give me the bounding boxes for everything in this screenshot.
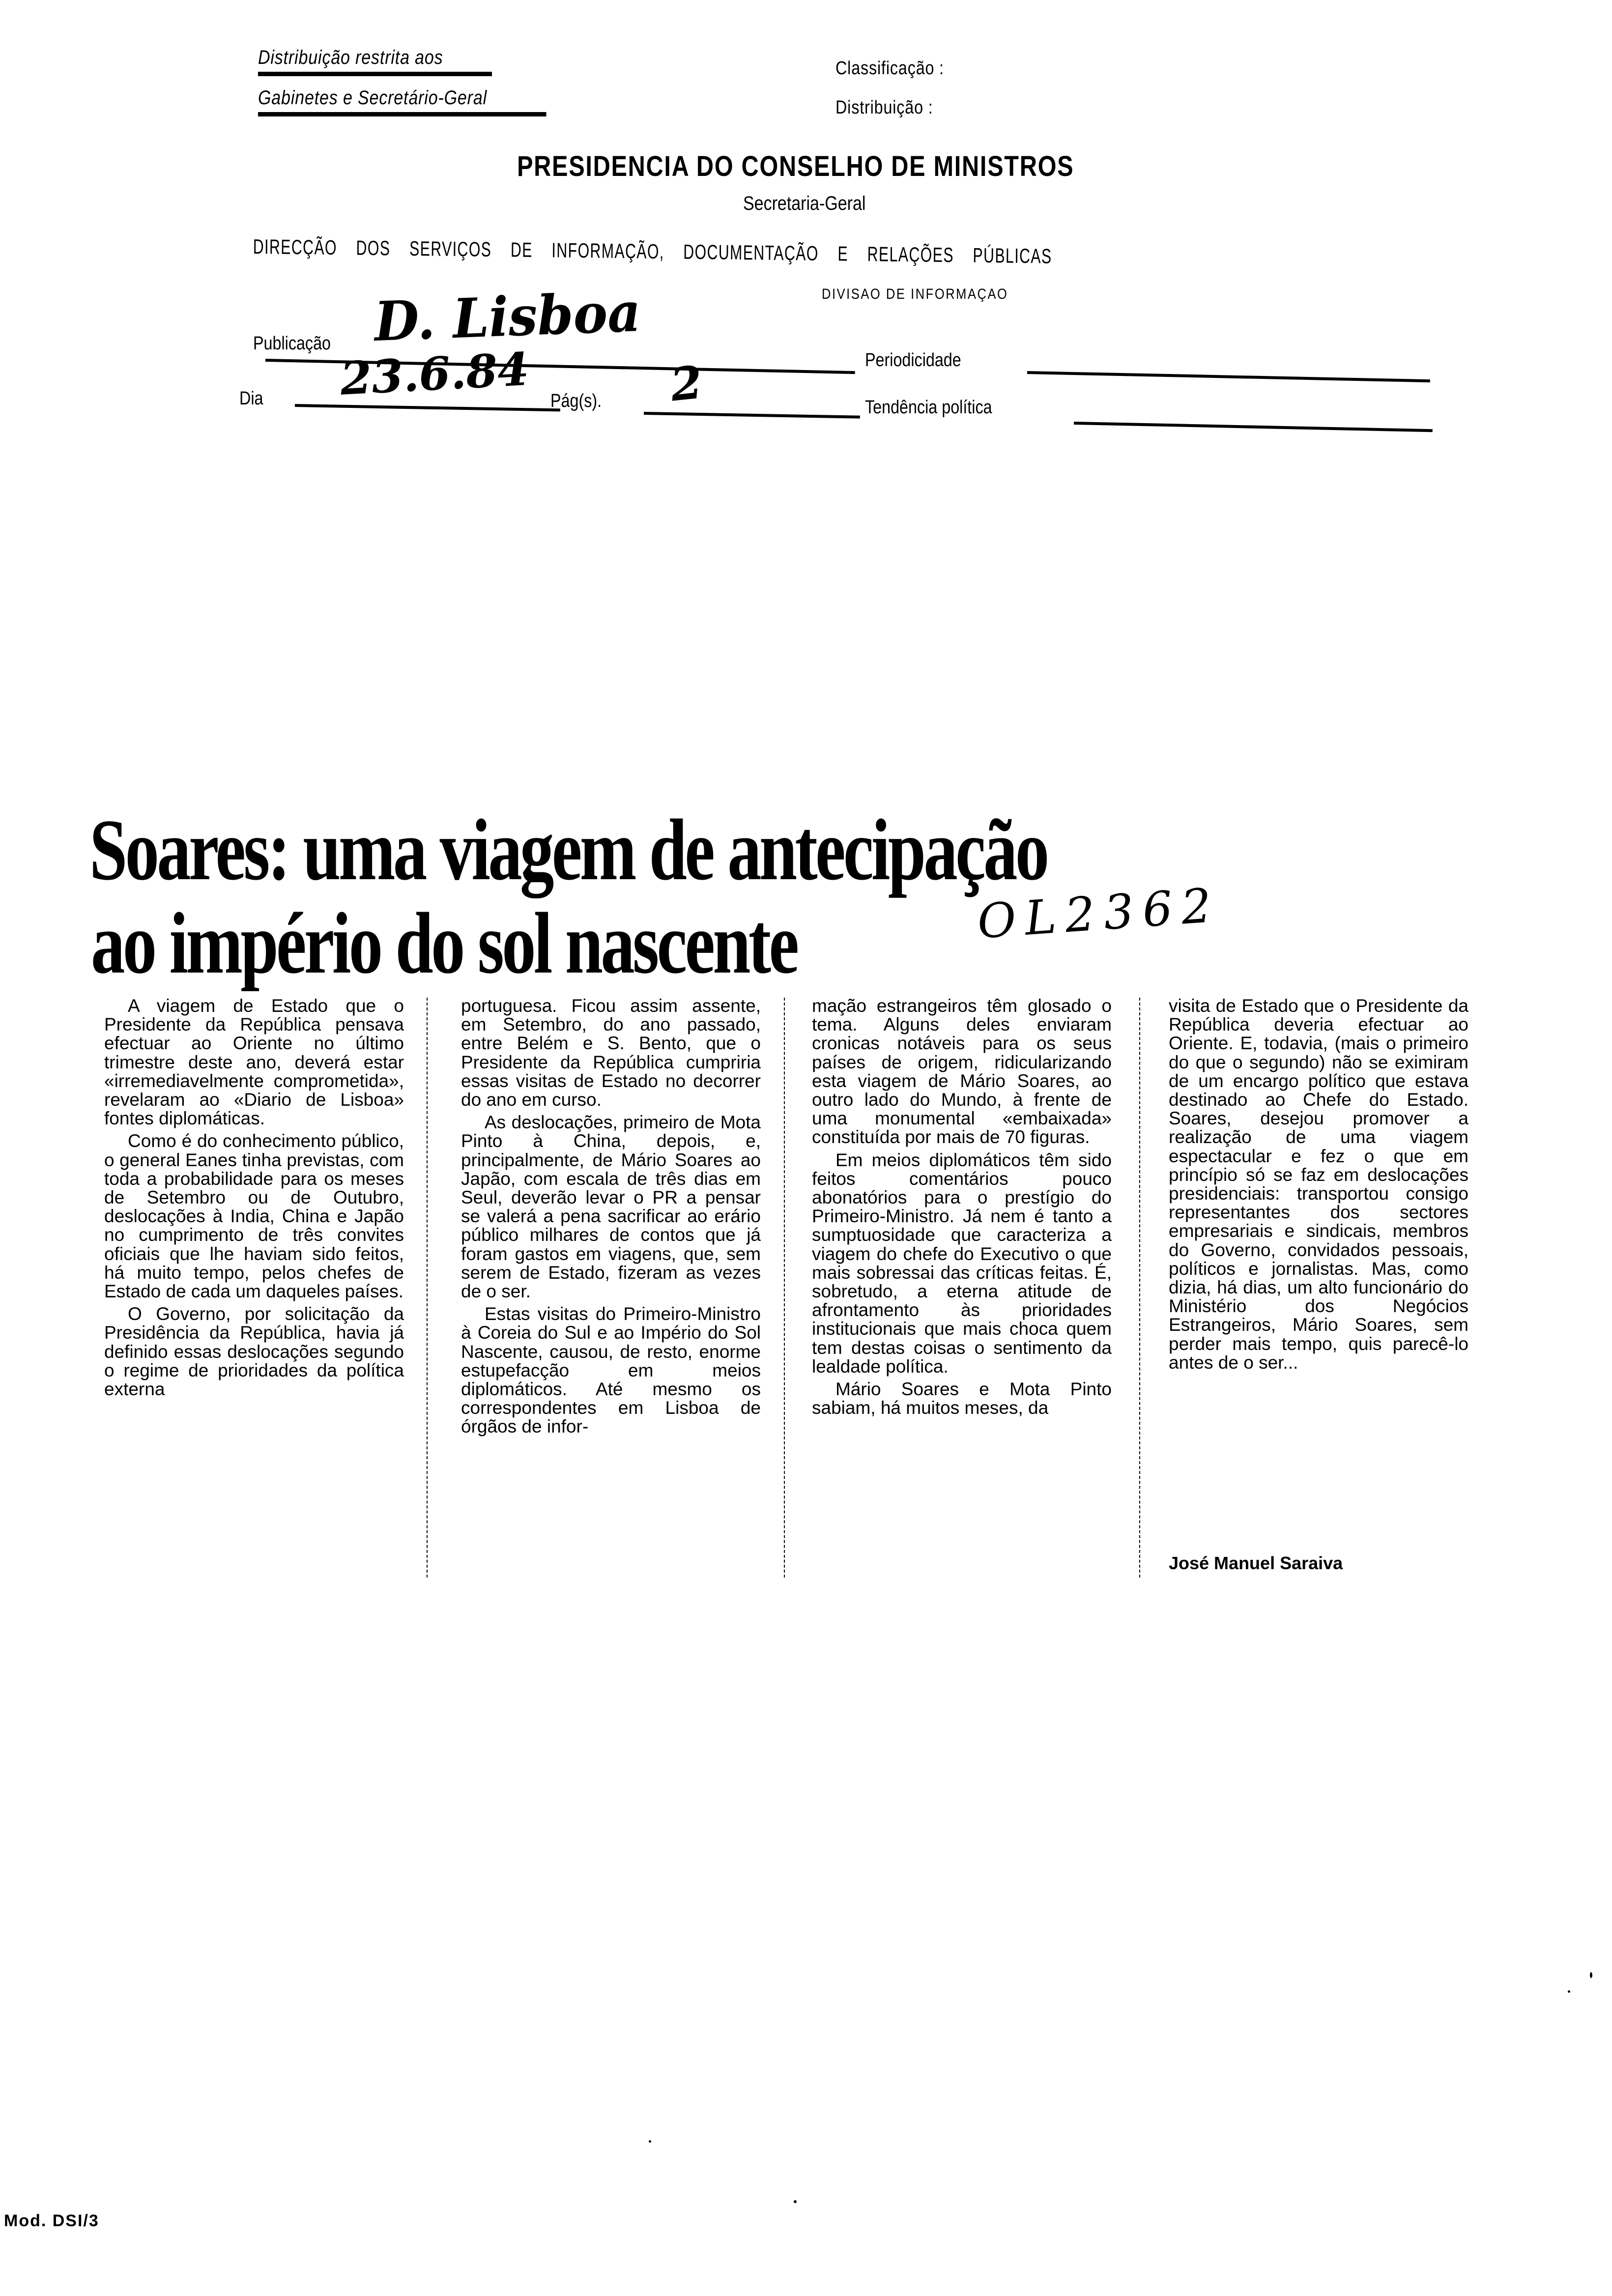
publicacao-value[interactable]: D. Lisboa xyxy=(373,280,642,353)
paragraph: O Governo, por solicitação da Presidência da República, havia já definido essas deslocações segundo o regime de prioridades da política externa xyxy=(104,1304,404,1400)
byline: José Manuel Saraiva xyxy=(1169,1553,1343,1573)
institution-title: PRESIDENCIA DO CONSELHO DE MINISTROS xyxy=(517,150,1074,182)
column-rule-3 xyxy=(1139,998,1140,1578)
pags-value[interactable]: 2 xyxy=(668,355,705,412)
restricted-distribution-stamp xyxy=(258,47,597,116)
article-column-2 xyxy=(461,997,761,1440)
tendencia-field[interactable] xyxy=(1074,422,1433,432)
paragraph: portuguesa. Ficou assim assente, em Setembro, do ano passado, entre Belém e S. Bento, que o Presidente da República cumpriria essas visitas de Estado no decorrer do ano em curso. xyxy=(461,996,761,1110)
archive-code-handwritten: OL2362 xyxy=(976,877,1222,949)
pags-line xyxy=(644,412,860,419)
restricted-line-2: Gabinetes e Secretário-Geral xyxy=(258,87,547,116)
paragraph: Em meios diplomáticos têm sido feitos comentários pouco abonatórios para o prestígio do Primeiro-Ministro. Já nem é tanto a sumptuosidade que caracteriza a viagem do chefe do Executivo o que mais sobressai das críticas feitas. É, sobretudo, a eterna atitude de afrontamento às prioridades institucionais que mais choca quem tem destas coisas o sentimento da lealdade política. xyxy=(812,1149,1112,1377)
restricted-line-1: Distribuição restrita aos xyxy=(258,47,492,76)
periodicidade-label: Periodicidade xyxy=(865,350,961,371)
form-code: Mod. DSI/3 xyxy=(4,2211,99,2230)
secretariat-title: Secretaria-Geral xyxy=(743,193,866,214)
tendencia-label: Tendência política xyxy=(865,397,992,418)
paragraph: mação estrangeiros têm glosado o tema. Alguns deles enviaram cronicas notáveis para os seus países de origem, ridicularizando esta viagem de Mário Soares, ao outro lado do Mundo, à frente de uma monumental «embaixada» constituída por mais de 70 figuras. xyxy=(812,996,1112,1148)
dia-value[interactable]: 23.6.84 xyxy=(339,342,530,405)
paragraph: As deslocações, primeiro de Mota Pinto à China, depois, e, principalmente, de Mário Soares ao Japão, com escala de três dias em Seul, deverão levar o PR a pensar se valerá a pena sacrificar ao erário público milhares de contos que já foram gastos em viagens, que, sem serem de Estado, fizeram as vezes de o ser. xyxy=(461,1112,761,1302)
article-column-3 xyxy=(812,997,1112,1421)
periodicidade-field[interactable] xyxy=(1027,371,1430,382)
scan-speck xyxy=(1590,1972,1592,1978)
paragraph: Mário Soares e Mota Pinto sabiam, há muitos meses, da xyxy=(812,1379,1112,1418)
distribuicao-label: Distribuição : xyxy=(835,97,933,118)
pags-label: Pág(s). xyxy=(550,391,602,411)
column-rule-2 xyxy=(784,998,785,1578)
paragraph: Como é do conhecimento público, o general Eanes tinha previstas, com toda a probabilidade para os meses de Setembro ou de Outubro, deslocações à India, China e Japão no cumprimento de três convites oficiais que lhe haviam sido feitos, há muito tempo, pelos chefes de Estado de cada um daqueles países. xyxy=(104,1131,404,1302)
classificacao-label: Classificação : xyxy=(835,58,944,79)
paragraph: A viagem de Estado que o Presidente da República pensava efectuar ao Oriente no último trimestre deste ano, deverá estar «irremediavelmente comprometida», revelaram ao «Diario de Lisboa» fontes diplomáticas. xyxy=(104,996,404,1129)
scan-speck xyxy=(794,2200,797,2203)
dia-line xyxy=(295,404,560,411)
publicacao-label: Publicação xyxy=(253,333,331,354)
article-column-1 xyxy=(104,997,404,1403)
column-rule-1 xyxy=(427,998,428,1578)
scan-speck xyxy=(1568,1990,1570,1993)
paragraph: visita de Estado que o Presidente da República deveria efectuar ao Oriente. E, todavia, (mais o primeiro do que o segundo) não se eximiram de um encargo político que estava destinado ao Chefe do Estado. Soares, desejou promover a realização de uma viagem espectacular e fez o que em princípio só se faz em deslocações presidenciais: transportou consigo representantes dos sectores empresariais e sindicais, membros do Governo, convidados pessoais, políticos e jornalistas. Mas, como dizia, há dias, um alto funcionário do Ministério dos Negócios Estrangeiros, Mário Soares, sem perder mais tempo, quis parecê-lo antes de o ser... xyxy=(1169,996,1468,1373)
paragraph: Estas visitas do Primeiro-Ministro à Coreia do Sul e ao Império do Sol Nascente, causou, de resto, enorme estupefacção em meios diplomáticos. Até mesmo os correspondentes em Lisboa de órgãos de infor- xyxy=(461,1304,761,1437)
scan-speck xyxy=(649,2140,651,2143)
headline-line-2: ao império do sol nascente xyxy=(91,894,797,992)
directorate-title: DIRECÇÃO DOS SERVIÇOS DE INFORMAÇÃO, DOCUMENTAÇÃO E RELAÇÕES PÚBLICAS xyxy=(253,235,1052,268)
headline-line-1: Soares: uma viagem de antecipação xyxy=(89,801,1047,898)
article-column-4 xyxy=(1169,997,1468,1376)
division-title: DIVISAO DE INFORMAÇAO xyxy=(822,286,1008,302)
dia-label: Dia xyxy=(239,388,263,409)
